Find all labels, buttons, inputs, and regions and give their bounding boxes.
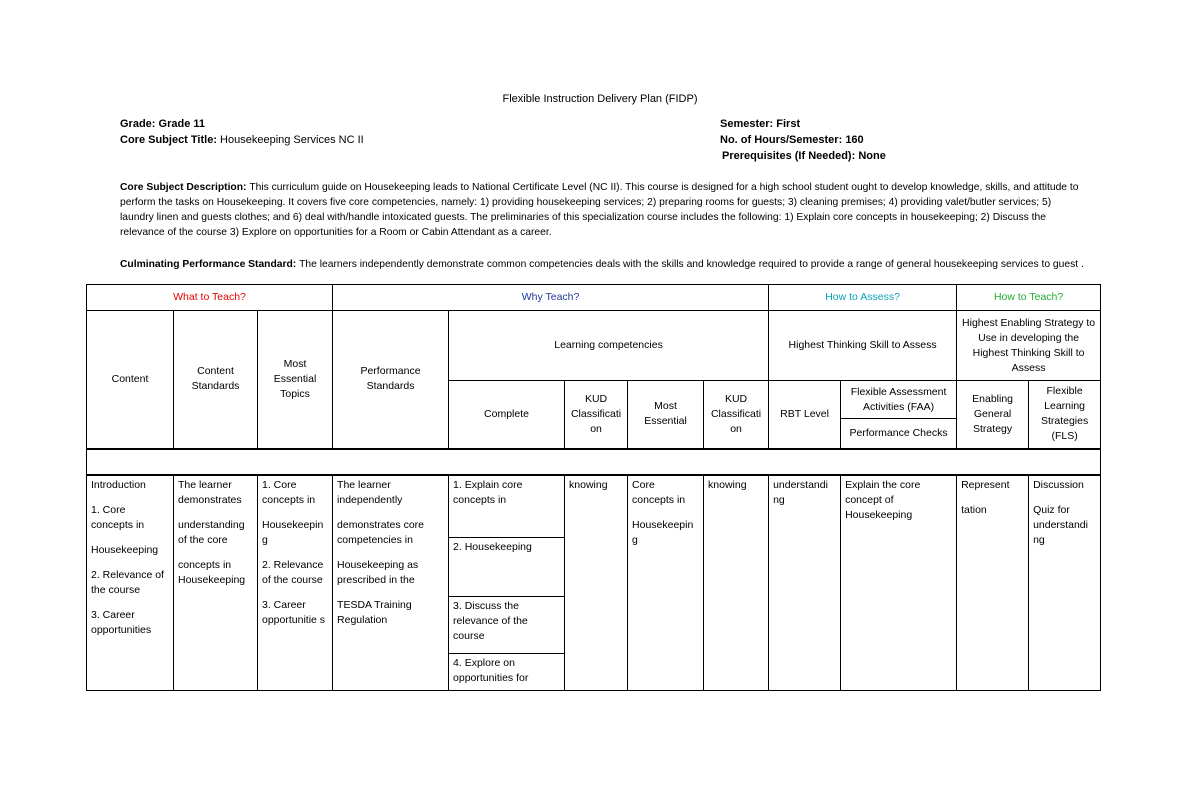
- culminating-label: Culminating Performance Standard:: [120, 259, 300, 270]
- culminating-text: The learners independently demonstrate common competencies deals with the skills and knowledge required to provide a range of general housekeeping services to guest .: [299, 259, 1084, 270]
- semester-label: Semester:: [720, 118, 777, 130]
- blank-band: [87, 449, 1101, 475]
- semester-value: First: [776, 118, 801, 130]
- what-to-teach-header: What to Teach?: [87, 285, 333, 311]
- description-line: perform the tasks on Housekeeping. It covers five core competencies, namely: 1) providing housekeeping services; 2) preparing rooms for guests; 3) cleaning premises; 4) providing valet/butler services; 5): [120, 197, 1052, 208]
- semester-line: [720, 116, 800, 133]
- competency-item: 3. Discuss the relevance of the course: [449, 597, 564, 654]
- description-line: laundry linen and guests clothes; and 6) deal with/handle intoxicated guests. The preliminaries of this specialization course includes the following: 1) Explain core concepts in housekeeping; 2) Discuss the: [120, 212, 1046, 223]
- hours-label: No. of Hours/Semester:: [720, 134, 846, 146]
- content-header: Content: [87, 311, 174, 449]
- description-line: relevance of the course 3) Explore on opportunities for a Room or Cabin Attendant as a career.: [120, 227, 552, 238]
- fls-header: Flexible Learning Strategies (FLS): [1029, 381, 1101, 449]
- grade-line: [120, 116, 205, 133]
- competency-item: 4. Explore on opportunities for: [453, 656, 529, 684]
- fidp-table: [86, 284, 1101, 691]
- group-header-row: [87, 285, 1101, 311]
- content-cell: Introduction 1. Core concepts in Housekeeping 2. Relevance of the course 3. Career opportunities: [87, 475, 174, 691]
- kud-classification-cell-2: knowing: [704, 475, 769, 691]
- complete-header: Complete: [449, 381, 565, 449]
- hours-value: 160: [845, 134, 864, 146]
- highest-enabling-strategy-header: Highest Enabling Strategy to Use in developing the Highest Thinking Skill to Assess: [957, 311, 1101, 381]
- prereq-line: [722, 148, 886, 165]
- learning-competencies-header: Learning competencies: [449, 311, 769, 381]
- competency-item: 1. Explain core concepts in: [449, 476, 564, 538]
- most-essential-topics-header: Most Essential Topics: [258, 311, 333, 449]
- complete-cell: [449, 475, 565, 691]
- rbt-level-cell: understandi ng: [769, 475, 841, 691]
- most-essential-topics-cell: 1. Core concepts in Housekeepin g 2. Relevance of the course 3. Career opportunitie s: [258, 475, 333, 691]
- description-line: Core Subject Description: This curriculum guide on Housekeeping leads to National Certificate Level (NC II). This course is designed for a high school student ought to develop knowledge, skills, and attitude to: [120, 182, 1079, 193]
- culminating-standard: [120, 257, 1110, 272]
- subject-value: Housekeeping Services NC II: [220, 134, 364, 146]
- blank-band-row: [87, 449, 1101, 475]
- most-essential-cell: Core concepts in Housekeepin g: [628, 475, 704, 691]
- prereq-value: None: [858, 150, 886, 162]
- performance-standards-header: Performance Standards: [333, 311, 449, 449]
- highest-thinking-skill-header: Highest Thinking Skill to Assess: [769, 311, 957, 381]
- kud-classification-header-2: KUD Classificati on: [704, 381, 769, 449]
- content-standards-header: Content Standards: [174, 311, 258, 449]
- description-label: Core Subject Description:: [120, 182, 250, 193]
- performance-checks-header: Performance Checks: [841, 419, 957, 449]
- kud-classification-cell: knowing: [565, 475, 628, 691]
- enabling-strategy-cell: Represent tation: [957, 475, 1029, 691]
- enabling-general-strategy-header: Enabling General Strategy: [957, 381, 1029, 449]
- header-row-1: [87, 311, 1101, 381]
- rbt-level-header: RBT Level: [769, 381, 841, 449]
- subject-line: [120, 132, 364, 149]
- most-essential-header: Most Essential: [628, 381, 704, 449]
- fls-cell: Discussion Quiz for understandi ng: [1029, 475, 1101, 691]
- kud-classification-header: KUD Classificati on: [565, 381, 628, 449]
- faa-header: Flexible Assessment Activities (FAA): [841, 381, 957, 419]
- document-title: Flexible Instruction Delivery Plan (FIDP): [502, 93, 698, 105]
- content-standards-cell: The learner demonstrates understanding of the core concepts in Housekeeping: [174, 475, 258, 691]
- prereq-label: Prerequisites (If Needed):: [722, 150, 859, 162]
- competency-item: 2. Housekeeping: [449, 538, 564, 597]
- hours-line: [720, 132, 864, 149]
- faa-cell: Explain the core concept of Housekeeping: [841, 475, 957, 691]
- grade-label: Grade:: [120, 118, 159, 130]
- how-to-assess-header: How to Assess?: [769, 285, 957, 311]
- subject-label: Core Subject Title:: [120, 134, 221, 146]
- subject-description: [120, 180, 1100, 240]
- content-row: [87, 475, 1101, 691]
- grade-value: Grade 11: [158, 118, 205, 130]
- performance-standards-cell: The learner independently demonstrates core competencies in Housekeeping as prescribed in the TESDA Training Regulation: [333, 475, 449, 691]
- how-to-teach-header: How to Teach?: [957, 285, 1101, 311]
- why-teach-header: Why Teach?: [333, 285, 769, 311]
